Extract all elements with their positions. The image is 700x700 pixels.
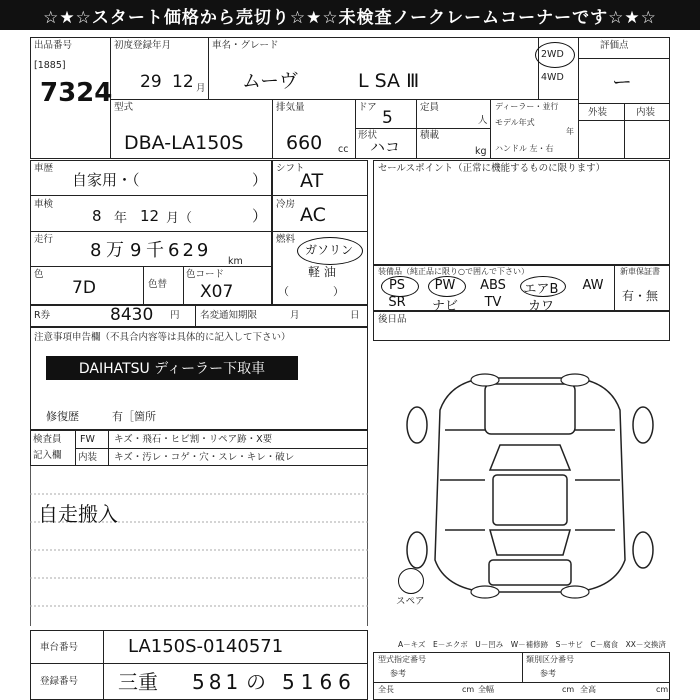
fuel-other: （ ）	[278, 285, 344, 298]
circle-ps	[381, 276, 419, 297]
color-label: 色	[34, 269, 44, 280]
recycle-label: R券	[34, 310, 51, 321]
ac-value: AC	[300, 204, 326, 226]
recycle-value: 8430	[110, 305, 154, 325]
lot-number: 7324	[40, 78, 113, 108]
displacement-value: 660	[286, 132, 323, 154]
notice-label: 名変通知期限	[200, 310, 258, 321]
capacity-unit: 人	[478, 115, 488, 126]
color-code: X07	[200, 282, 234, 302]
spec-l6: 全高	[580, 685, 596, 694]
lot-label: 出品番号	[34, 40, 73, 51]
score-value: ー	[612, 70, 632, 94]
lot-sub: [1885]	[34, 60, 66, 71]
warranty-label: 新車保証書	[620, 267, 660, 276]
history-value: 自家用・（	[72, 171, 140, 189]
plate-pref: 三重	[118, 670, 158, 694]
circle-airbag	[520, 276, 566, 297]
dealer-tradein-badge: DAIHATSU ディーラー下取車	[46, 356, 298, 380]
car-label: 車名・グレード	[212, 40, 279, 51]
spec-l3a: 参考	[390, 669, 406, 678]
equip-pw: PW	[434, 278, 456, 293]
spare-tire-icon	[398, 568, 424, 594]
inspection-month: 12	[140, 207, 160, 225]
fuel-label: 燃料	[276, 234, 296, 245]
nai-text: キズ・汚レ・コゲ・穴・スレ・キレ・破レ	[114, 452, 295, 463]
notice-day: 日	[350, 310, 360, 321]
equip-navi: ナビ	[431, 299, 458, 314]
warranty-value: 有・無	[622, 289, 659, 303]
reg-month: 12	[172, 72, 194, 92]
history-label: 車歴	[34, 163, 54, 174]
car-diagram	[405, 370, 655, 600]
capacity-label: 定員	[420, 102, 440, 113]
inspection-month-unit: 月（	[166, 211, 193, 226]
ext-label: 外装	[588, 107, 608, 118]
displacement-unit: cc	[338, 144, 349, 155]
handle-label: ハンドル 左・右	[495, 144, 554, 153]
damage-legend: A－キズ E－エクボ U－凹み W－補修跡 S－サビ C－腐食 XX－交換済	[398, 640, 666, 649]
fw-text: キズ・飛石・ヒビ割・リペア跡・X要	[114, 434, 273, 445]
inspection-close: ）	[252, 207, 268, 225]
fuel-circle	[297, 237, 363, 265]
reg-label: 初度登録年月	[114, 40, 172, 51]
top-banner: ☆★☆スタート価格から売切り☆★☆未検査ノークレームコーナーです☆★☆	[0, 0, 700, 30]
shape-label: 形状	[358, 130, 378, 141]
spare-label: スペア	[396, 596, 425, 607]
equip-tv: TV	[484, 295, 502, 310]
recycle-unit: 円	[170, 310, 180, 321]
color-code-label: 色コード	[186, 269, 225, 280]
mileage-v2: 9	[130, 240, 142, 261]
notes-label: 注意事項申告欄（不具合内容等は具体的に記入して下さい）	[34, 332, 291, 343]
shape-value: ハコ	[370, 138, 401, 156]
car-name: ムーヴ	[242, 70, 299, 92]
handwritten-note: 自走搬入	[38, 502, 118, 526]
inspector-label1: 検査員	[33, 434, 62, 445]
fuel-diesel: 軽 油	[308, 265, 336, 279]
color-value: 7D	[72, 278, 96, 298]
score-label: 評価点	[600, 40, 629, 51]
inspector-label2: 記入欄	[33, 450, 62, 461]
load-unit: kg	[475, 146, 487, 157]
reg-year: 29	[140, 72, 162, 92]
spec-cm2: cm	[562, 685, 575, 694]
fuel-gas: ガソリン	[305, 243, 354, 257]
circle-pw	[428, 276, 466, 297]
plate-label: 登録番号	[40, 676, 79, 687]
mileage-label: 走行	[34, 234, 54, 245]
sales-label: セールスポイント（正常に機能するものに限ります）	[378, 163, 606, 174]
repair-value: 有［箇所	[112, 410, 156, 423]
inspection-year: 8	[92, 207, 102, 225]
spec-cm3: cm	[656, 685, 669, 694]
spec-cm1: cm	[462, 685, 475, 694]
history-close: ）	[252, 171, 268, 189]
sales-block	[373, 160, 670, 265]
repair-label: 修復歴	[46, 410, 79, 423]
ac-label: 冷房	[276, 199, 296, 210]
fw-label: FW	[80, 434, 95, 445]
plate-kana: の	[246, 670, 266, 694]
mileage-v1: 8	[90, 240, 102, 261]
dealer-label: ディーラー・並行	[495, 102, 559, 111]
equip-aw: AW	[582, 278, 604, 293]
car-grade: L SA Ⅲ	[358, 70, 420, 92]
equip-leather: カワ	[527, 299, 554, 314]
spec-l5: 全幅	[478, 685, 494, 694]
recycle-block	[30, 305, 368, 327]
plate-class: 581	[192, 670, 243, 694]
spec-l1: 型式指定番号	[378, 655, 426, 664]
drive-circle	[535, 42, 575, 68]
equip-sr: SR	[388, 295, 406, 310]
shift-value: AT	[300, 170, 324, 192]
spec-l3b: 参考	[540, 669, 556, 678]
spec-l2: 類別区分番号	[526, 655, 574, 664]
displacement-label: 排気量	[276, 102, 305, 113]
model-value: DBA-LA150S	[124, 132, 244, 154]
doors-value: 5	[382, 108, 393, 128]
mileage-u1: 万	[106, 240, 124, 261]
int-label: 内装	[636, 107, 656, 118]
doors-label: ドア	[358, 102, 377, 113]
year-unit: 年	[566, 127, 574, 136]
notice-month: 月	[290, 310, 300, 321]
chassis-label: 車台番号	[40, 642, 79, 653]
plate-number: 5166	[282, 670, 357, 694]
color-variant-label: 色替	[148, 279, 168, 290]
inspection-year-unit: 年	[114, 211, 128, 226]
ruled-lines	[30, 466, 368, 626]
model-label: 型式	[114, 102, 134, 113]
mileage-v3: 629	[168, 240, 212, 261]
drive-2wd: 2WD	[541, 49, 564, 60]
reg-month-unit: 月	[196, 83, 206, 94]
mileage-u2: 千	[146, 240, 164, 261]
inspection-label: 車検	[34, 199, 54, 210]
shift-label: シフト	[276, 163, 305, 174]
equip-airbag: エアB	[523, 282, 559, 297]
equip-abs: ABS	[480, 278, 506, 293]
equip-ps: PS	[388, 278, 406, 293]
model-year-label: モデル年式	[495, 118, 535, 127]
after-block	[373, 311, 670, 341]
equipment-label: 装備品（純正品に限り○で囲んで下さい）	[378, 267, 529, 276]
chassis-value: LA150S-0140571	[128, 636, 284, 657]
load-label: 積載	[420, 130, 440, 141]
nai-label: 内装	[78, 452, 98, 463]
drive-4wd: 4WD	[541, 72, 564, 83]
after-label: 後日品	[378, 314, 407, 325]
spec-l4: 全長	[378, 685, 394, 694]
mileage-unit: km	[228, 256, 243, 267]
